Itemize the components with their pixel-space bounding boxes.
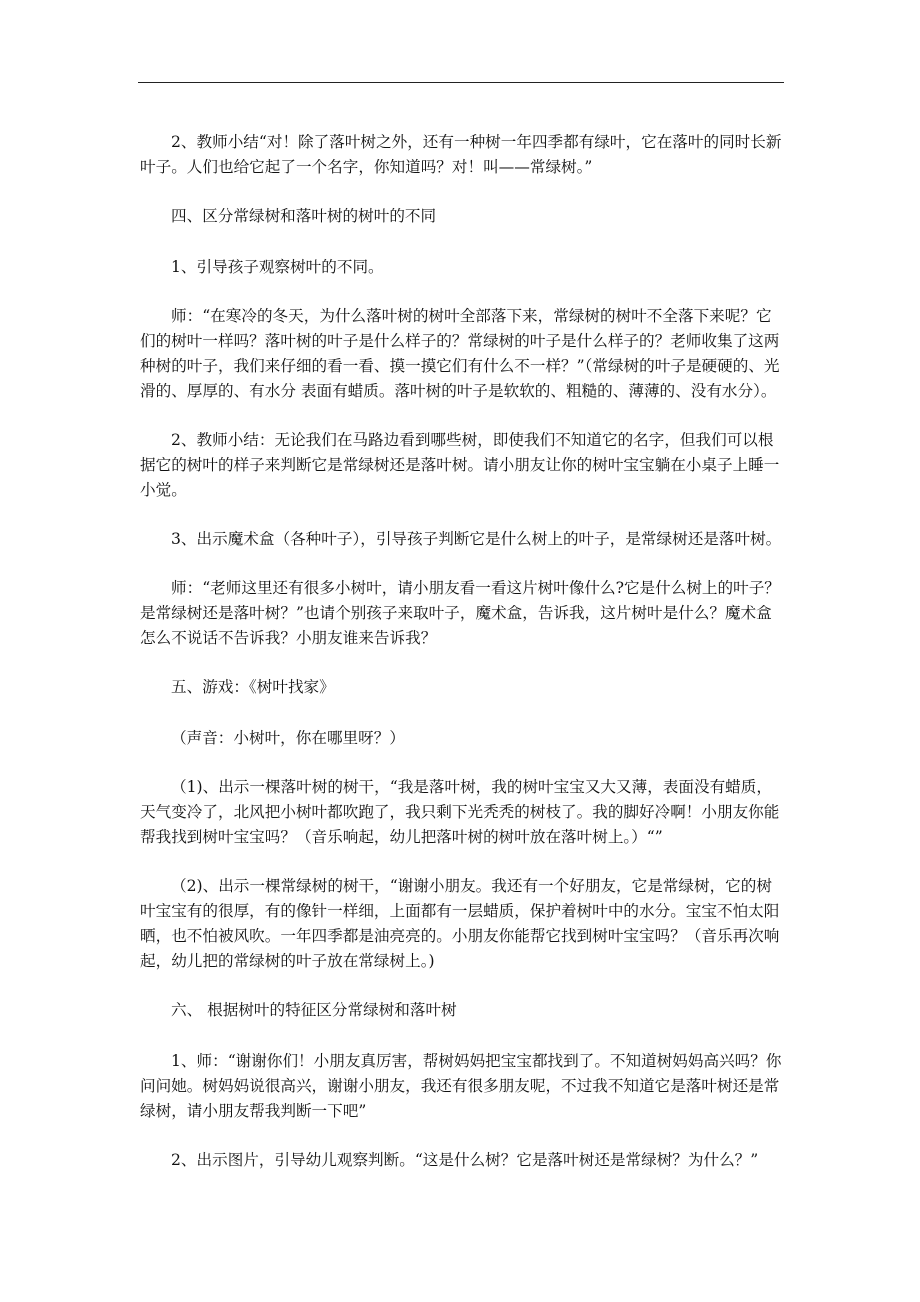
document-body <box>140 130 784 1197</box>
paragraph-teacher-summary-evergreen: 2、教师小结“对！除了落叶树之外，还有一种树一年四季都有绿叶，它在落叶的同时长新叶子。人们也给它起了一个名字，你知道吗？对！叫——常绿树。” <box>140 133 782 176</box>
paragraph-magic-box: 3、出示魔术盒（各种叶子），引导孩子判断它是什么树上的叶子，是常绿树还是落叶树。 <box>171 530 782 548</box>
paragraph-voice-prompt: （声音：小树叶，你在哪里呀？） <box>171 729 405 747</box>
paragraph-teacher-magic-box-dialogue: 师：“老师这里还有很多小树叶，请小朋友看一看这片树叶像什么?它是什么树上的叶子？是常绿树还是落叶树？”也请个别孩子来取叶子，魔术盒，告诉我，这片树叶是什么？魔术盒怎么不说话不告诉我？小朋友谁来告诉我？ <box>140 579 780 647</box>
paragraph-observe-leaves: 1、引导孩子观察树叶的不同。 <box>171 258 384 276</box>
paragraph-evergreen-trunk: （2)、出示一棵常绿树的树干，“谢谢小朋友。我还有一个好朋友，它是常绿树，它的树叶宝宝有的很厚，有的像针一样细，上面都有一层蜡质，保护着树叶中的水分。宝宝不怕太阳晒，也不怕被风吹。一年四季都是油亮亮的。小朋友你能帮它找到树叶宝宝吗？（音乐再次响起，幼儿把的常绿树的叶子放在常绿树上。) <box>140 877 780 970</box>
section-heading-6: 六、 根据树叶的特征区分常绿树和落叶树 <box>171 1001 457 1019</box>
paragraph-show-pictures: 2、出示图片，引导幼儿观察判断。“这是什么树？它是落叶树还是常绿树？为什么？” <box>171 1151 759 1169</box>
header-rule <box>138 82 784 83</box>
section-heading-5: 五、游戏：《树叶找家》 <box>171 678 335 696</box>
paragraph-teacher-summary-judge: 2、教师小结：无论我们在马路边看到哪些树，即使我们不知道它的名字，但我们可以根据它的树叶的样子来判断它是常绿树还是落叶树。请小朋友让你的树叶宝宝躺在小桌子上睡一小觉。 <box>140 431 780 499</box>
paragraph-teacher-question-winter: 师：“在寒冷的冬天，为什么落叶树的树叶全部落下来，常绿树的树叶不全落下来呢？它们的树叶一样吗？落叶树的叶子是什么样子的？常绿树的叶子是什么样子的？老师收集了这两种树的叶子，我们来仔细的看一看、摸一摸它们有什么不一样？”（常绿树的叶子是硬硬的、光滑的、厚厚的、有水分 表面有蜡质。落叶树的叶子是软软的、粗糙的、薄薄的、没有水分）。 <box>140 307 780 400</box>
section-heading-4: 四、区分常绿树和落叶树的树叶的不同 <box>171 207 437 225</box>
paragraph-deciduous-trunk: （1)、出示一棵落叶树的树干，“我是落叶树，我的树叶宝宝又大又薄，表面没有蜡质，天气变冷了，北风把小树叶都吹跑了，我只剩下光秃秃的树枝了。我的脚好冷啊！小朋友你能帮我找到树叶宝宝吗？（音乐响起，幼儿把落叶树的树叶放在落叶树上。）“” <box>140 778 780 846</box>
paragraph-thanks-children: 1、师：“谢谢你们！小朋友真厉害，帮树妈妈把宝宝都找到了。不知道树妈妈高兴吗？你问问她。树妈妈说很高兴，谢谢小朋友，我还有很多朋友呢，不过我不知道它是落叶树还是常绿树，请小朋友帮我判断一下吧” <box>140 1052 782 1120</box>
